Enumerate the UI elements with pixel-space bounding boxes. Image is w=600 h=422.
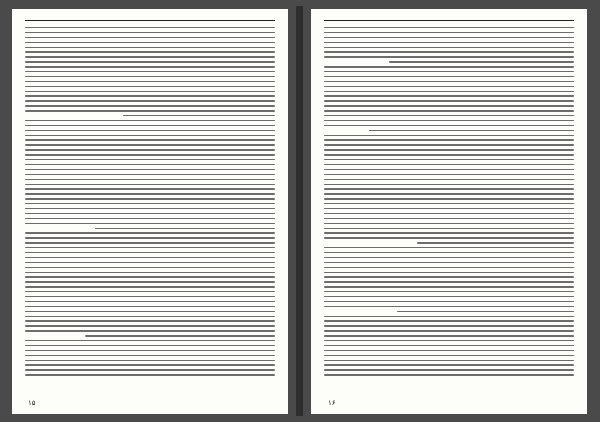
text-line: [25, 37, 275, 38]
text-line: [324, 286, 574, 287]
text-line: [25, 213, 275, 214]
text-line: [324, 139, 574, 140]
text-line: [324, 316, 574, 317]
text-line: [324, 232, 574, 233]
text-line: [324, 228, 574, 229]
running-head: [324, 18, 574, 21]
text-line: [25, 267, 275, 268]
text-line: [324, 252, 574, 253]
text-line: [324, 120, 574, 121]
text-line: [324, 257, 574, 258]
text-line: [95, 228, 275, 229]
text-line: [25, 291, 275, 292]
text-line: [25, 130, 275, 131]
text-line: [324, 184, 574, 185]
text-line: [25, 51, 275, 52]
text-line: [324, 159, 574, 160]
text-line: [324, 267, 574, 268]
text-line: [324, 66, 574, 67]
text-line: [25, 135, 275, 136]
text-line: [324, 281, 574, 282]
text-line: [324, 320, 574, 321]
text-line: [324, 374, 574, 375]
text-line: [25, 47, 275, 48]
text-line: [324, 350, 574, 351]
text-line: [25, 91, 275, 92]
text-line: [25, 320, 275, 321]
text-line: [324, 51, 574, 52]
text-line: [324, 203, 574, 204]
text-line: [25, 42, 275, 43]
text-line: [324, 32, 574, 33]
text-line: [25, 164, 275, 165]
text-line: [25, 100, 275, 101]
text-line: [25, 95, 275, 96]
text-line: [25, 296, 275, 297]
book-spine: [296, 6, 303, 416]
text-line: [25, 252, 275, 253]
text-line: [25, 374, 275, 375]
text-line: [324, 272, 574, 273]
text-line: [324, 193, 574, 194]
text-line: [324, 154, 574, 155]
text-line: [324, 110, 574, 111]
text-line: [324, 115, 574, 116]
text-line: [324, 47, 574, 48]
text-line: [25, 198, 275, 199]
text-line: [324, 369, 574, 370]
text-line: [324, 56, 574, 57]
text-line: [25, 218, 275, 219]
text-line: [417, 242, 575, 243]
text-line: [25, 223, 275, 224]
text-line: [324, 360, 574, 361]
text-line: [324, 169, 574, 170]
text-line: [25, 325, 275, 326]
text-line: [25, 301, 275, 302]
text-line: [25, 369, 275, 370]
text-line: [25, 76, 275, 77]
text-line: [324, 276, 574, 277]
text-line: [25, 311, 275, 312]
page-body-text: [324, 27, 574, 382]
text-line: [324, 355, 574, 356]
text-line: [324, 213, 574, 214]
text-line: [25, 159, 275, 160]
text-line: [25, 208, 275, 209]
text-line: [25, 144, 275, 145]
text-line: [25, 340, 275, 341]
text-line: [25, 105, 275, 106]
text-line: [324, 218, 574, 219]
page-body-text: [25, 27, 275, 382]
text-line: [324, 42, 574, 43]
text-line: [324, 135, 574, 136]
text-line: [324, 247, 574, 248]
text-line: [25, 193, 275, 194]
text-line: [324, 105, 574, 106]
text-line: [324, 144, 574, 145]
text-line: [324, 81, 574, 82]
text-line: [324, 149, 574, 150]
text-line: [324, 262, 574, 263]
text-line: [324, 340, 574, 341]
text-line: [25, 56, 275, 57]
text-line: [25, 71, 275, 72]
text-line: [324, 301, 574, 302]
text-line: [324, 345, 574, 346]
left-page: [12, 9, 288, 414]
text-line: [324, 125, 574, 126]
text-line: [25, 272, 275, 273]
text-line: [25, 86, 275, 87]
text-line: [324, 325, 574, 326]
text-line: [25, 81, 275, 82]
text-line: [123, 115, 276, 116]
running-head: [25, 18, 275, 21]
text-line: [25, 154, 275, 155]
text-line: [324, 76, 574, 77]
text-line: [324, 188, 574, 189]
text-line: [324, 100, 574, 101]
text-line: [25, 247, 275, 248]
text-line: [25, 360, 275, 361]
text-line: [324, 164, 574, 165]
text-line: [25, 149, 275, 150]
text-line: [324, 364, 574, 365]
text-line: [369, 130, 574, 131]
text-line: [25, 27, 275, 28]
text-line: [25, 257, 275, 258]
text-line: [25, 276, 275, 277]
text-line: [25, 203, 275, 204]
text-line: [25, 364, 275, 365]
text-line: [25, 125, 275, 126]
text-line: [25, 174, 275, 175]
text-line: [324, 174, 574, 175]
text-line: [25, 281, 275, 282]
text-line: [25, 330, 275, 331]
text-line: [324, 237, 574, 238]
page-number: ۱۵: [28, 399, 36, 407]
text-line: [324, 37, 574, 38]
text-line: [25, 237, 275, 238]
text-line: [25, 306, 275, 307]
text-line: [25, 345, 275, 346]
text-line: [324, 330, 574, 331]
text-line: [324, 95, 574, 96]
text-line: [324, 296, 574, 297]
text-line: [25, 188, 275, 189]
text-line: [324, 306, 574, 307]
text-line: [25, 110, 275, 111]
text-line: [324, 335, 574, 336]
text-line: [25, 32, 275, 33]
right-page: [311, 9, 587, 414]
text-line: [324, 179, 574, 180]
text-line: [25, 139, 275, 140]
text-line: [25, 316, 275, 317]
text-line: [85, 335, 275, 336]
text-line: [25, 61, 275, 62]
text-line: [324, 86, 574, 87]
text-line: [324, 27, 574, 28]
text-line: [25, 286, 275, 287]
text-line: [389, 61, 574, 62]
text-line: [25, 120, 275, 121]
text-line: [324, 223, 574, 224]
text-line: [324, 71, 574, 72]
text-line: [25, 350, 275, 351]
text-line: [397, 311, 575, 312]
text-line: [25, 179, 275, 180]
text-line: [25, 262, 275, 263]
page-number: ۱۶: [328, 399, 336, 407]
text-line: [25, 355, 275, 356]
text-line: [25, 169, 275, 170]
text-line: [25, 66, 275, 67]
text-line: [324, 291, 574, 292]
text-line: [324, 208, 574, 209]
text-line: [25, 232, 275, 233]
text-line: [25, 242, 275, 243]
text-line: [25, 184, 275, 185]
text-line: [324, 91, 574, 92]
text-line: [324, 198, 574, 199]
